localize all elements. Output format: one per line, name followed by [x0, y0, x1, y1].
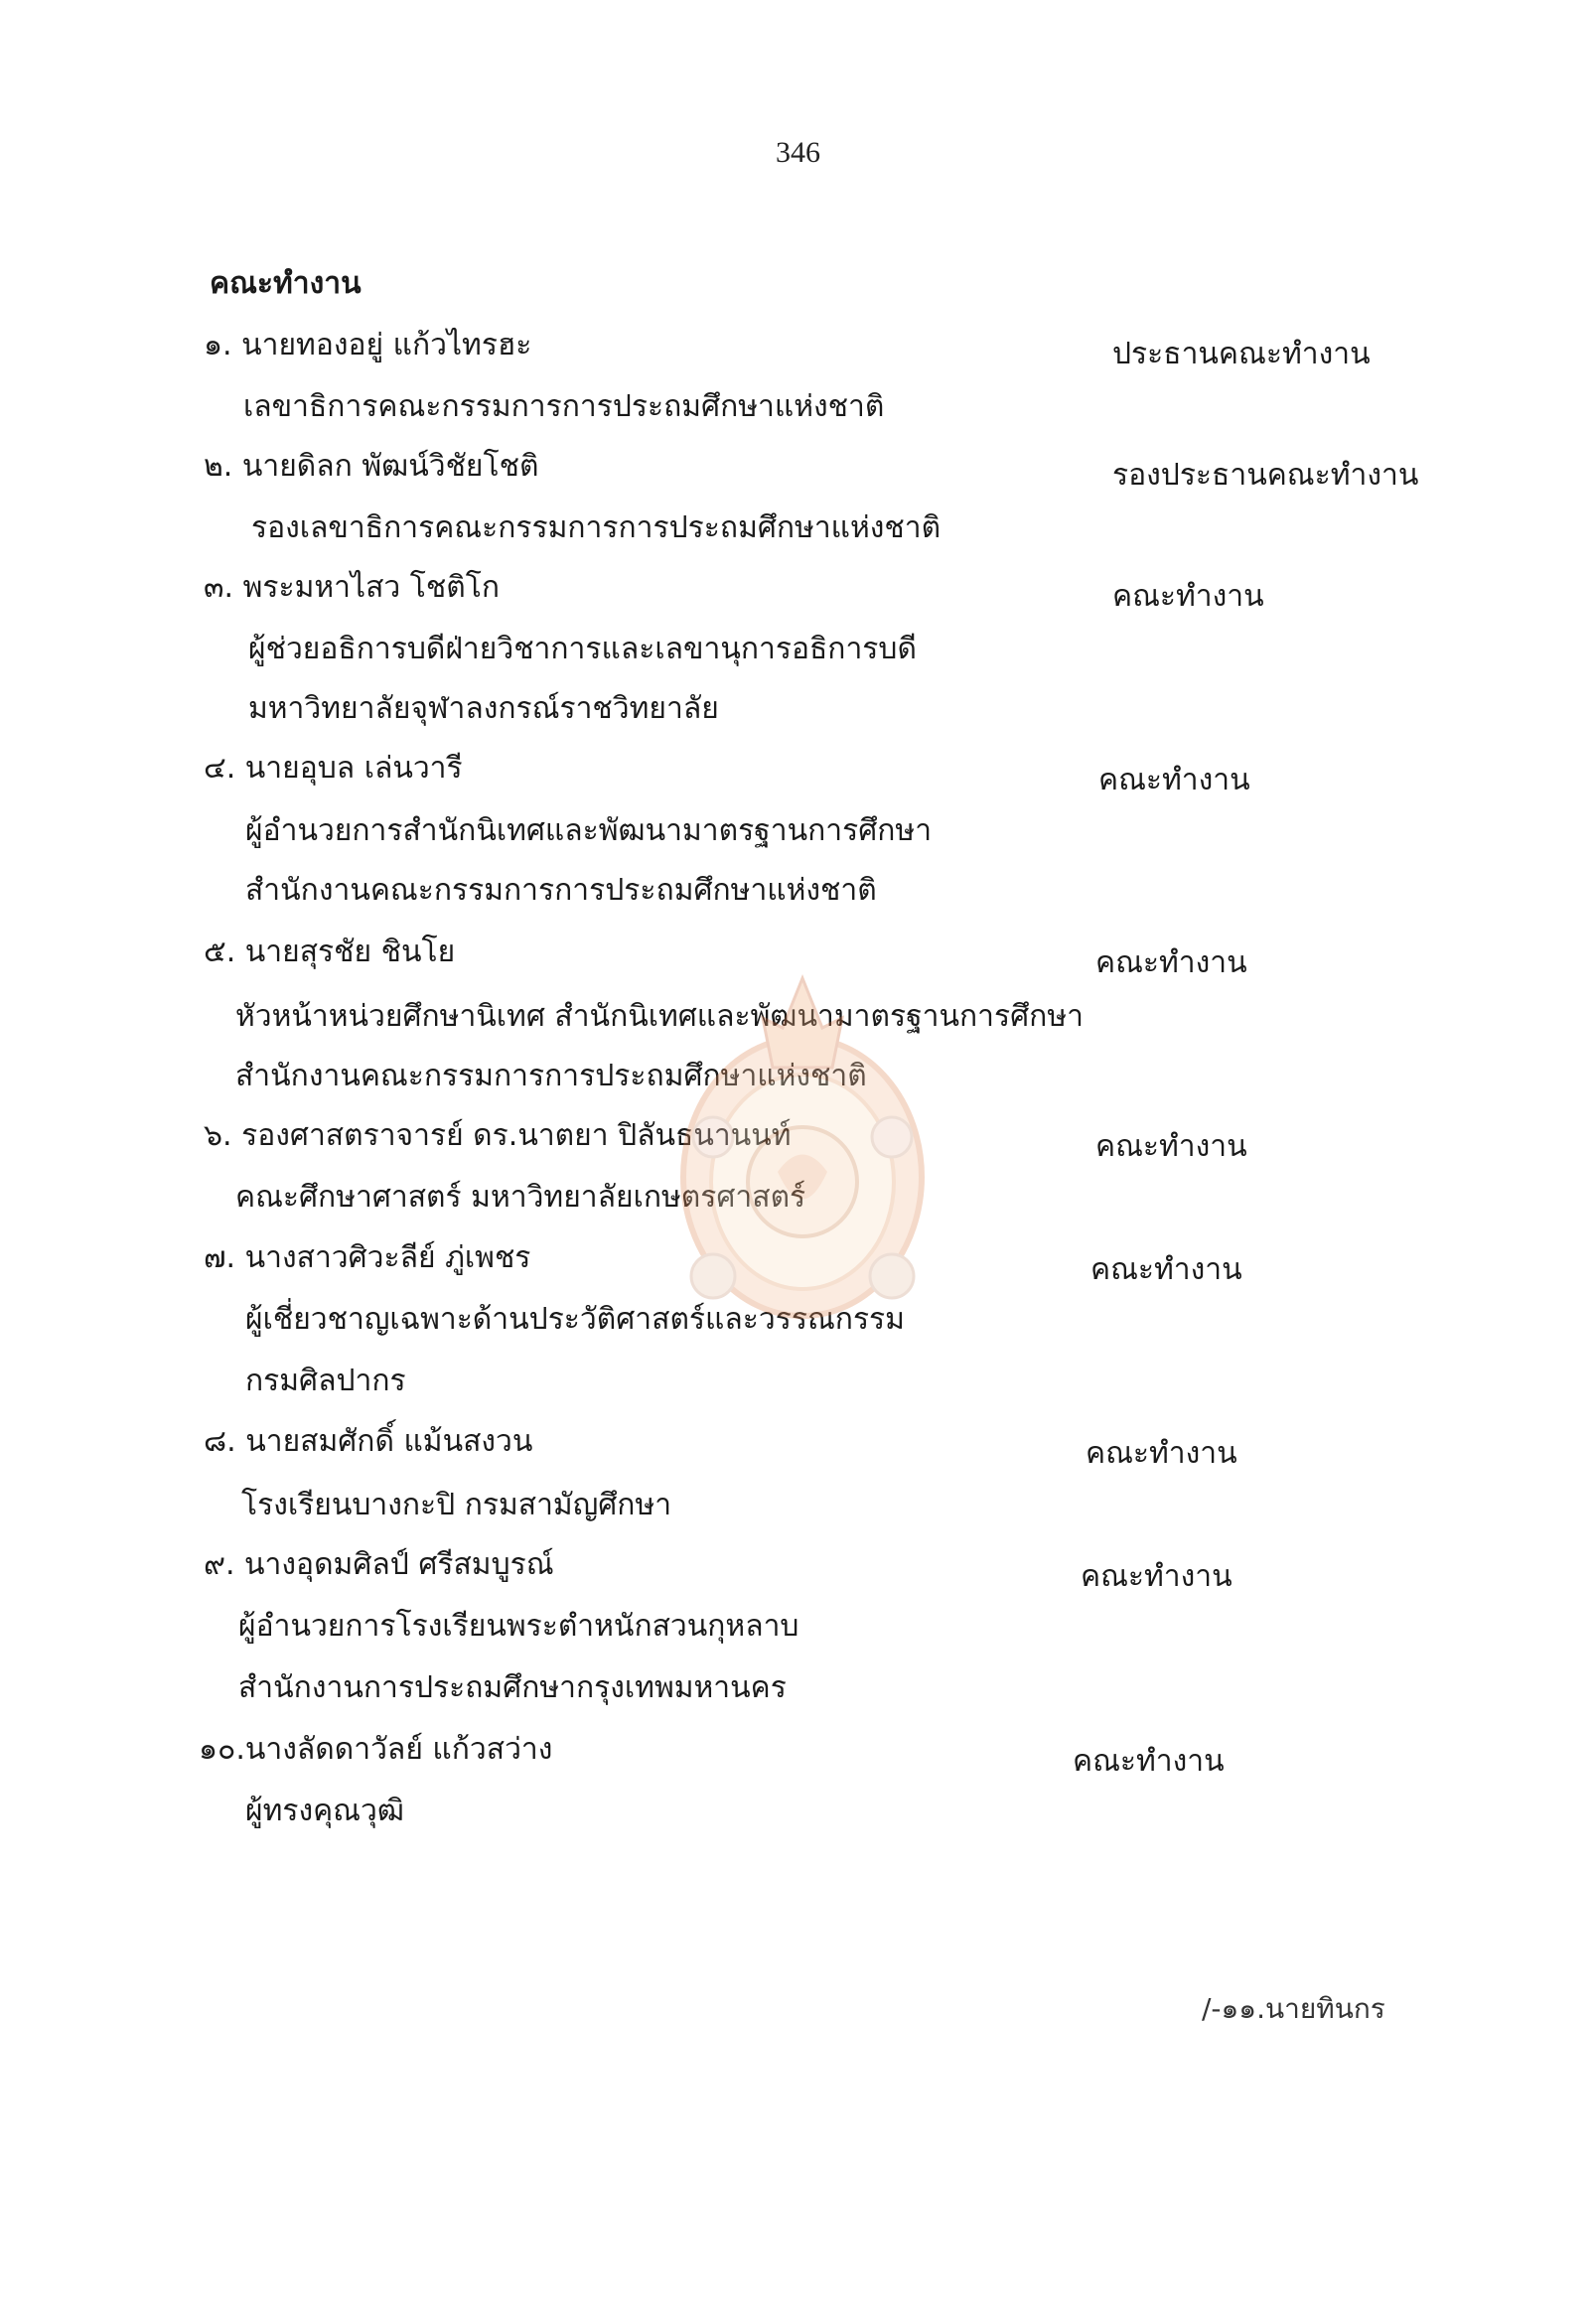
member-detail: กรมศิลปากร: [245, 1364, 406, 1398]
member-name: ๒. นายดิลก พัฒน์วิชัยโชติ: [204, 449, 539, 484]
member-role: คณะทำงาน: [1112, 579, 1264, 614]
member-name: ๑. นายทองอยู่ แก้วไทรฮะ: [204, 328, 532, 362]
member-detail: สำนักงานการประถมศึกษากรุงเทพมหานคร: [238, 1670, 787, 1705]
member-name: ๔. นายอุบล เล่นวารี: [204, 751, 463, 786]
member-detail: ผู้ทรงคุณวุฒิ: [245, 1794, 404, 1828]
member-name: ๑๐.นางลัดดาวัลย์ แก้วสว่าง: [199, 1732, 553, 1767]
page-number: 346: [776, 136, 820, 169]
member-name: ๕. นายสุรชัย ชินโย: [204, 935, 456, 969]
continuation-note: /-๑๑.นายทินกร: [1202, 1992, 1385, 2025]
member-detail: ผู้เชี่ยวชาญเฉพาะด้านประวัติศาสตร์และวรรณกรรม: [245, 1302, 905, 1337]
member-role: คณะทำงาน: [1073, 1744, 1225, 1779]
member-detail: สำนักงานคณะกรรมการการประถมศึกษาแห่งชาติ: [235, 1059, 867, 1093]
member-role: คณะทำงาน: [1095, 1129, 1247, 1164]
member-detail: รองเลขาธิการคณะกรรมการการประถมศึกษาแห่งชาติ: [251, 510, 942, 545]
member-role: คณะทำงาน: [1086, 1436, 1237, 1471]
member-detail: โรงเรียนบางกะปิ กรมสามัญศึกษา: [241, 1488, 672, 1522]
member-name: ๓. พระมหาไสว โชติโก: [204, 570, 500, 605]
member-name: ๘. นายสมศักดิ์ แม้นสงวน: [204, 1424, 533, 1459]
member-name: ๖. รองศาสตราจารย์ ดร.นาตยา ปิลันธนานนท์: [204, 1118, 792, 1153]
member-detail: คณะศึกษาศาสตร์ มหาวิทยาลัยเกษตรศาสตร์: [235, 1180, 806, 1215]
member-detail: หัวหน้าหน่วยศึกษานิเทศ สำนักนิเทศและพัฒนามาตรฐานการศึกษา: [235, 999, 1084, 1034]
member-name: ๗. นางสาวศิวะลีย์ ภู่เพชร: [204, 1240, 531, 1275]
member-detail: ผู้อำนวยการสำนักนิเทศและพัฒนามาตรฐานการศึกษา: [245, 813, 933, 848]
member-role: คณะทำงาน: [1095, 945, 1247, 980]
member-role: รองประธานคณะทำงาน: [1112, 458, 1419, 493]
member-detail: มหาวิทยาลัยจุฬาลงกรณ์ราชวิทยาลัย: [248, 691, 719, 726]
member-role: คณะทำงาน: [1081, 1559, 1233, 1594]
member-role: คณะทำงาน: [1098, 763, 1250, 797]
member-detail: เลขาธิการคณะกรรมการการประถมศึกษาแห่งชาติ: [243, 389, 885, 424]
member-detail: ผู้ช่วยอธิการบดีฝ่ายวิชาการและเลขานุการอธิการบดี: [248, 632, 917, 666]
member-name: ๙. นางอุดมศิลป์ ศรีสมบูรณ์: [204, 1547, 554, 1582]
section-title: คณะทำงาน: [210, 266, 362, 301]
member-role: คณะทำงาน: [1090, 1252, 1242, 1287]
member-detail: ผู้อำนวยการโรงเรียนพระตำหนักสวนกุหลาบ: [238, 1609, 799, 1644]
member-role: ประธานคณะทำงาน: [1112, 337, 1371, 371]
member-detail: สำนักงานคณะกรรมการการประถมศึกษาแห่งชาติ: [245, 873, 877, 908]
